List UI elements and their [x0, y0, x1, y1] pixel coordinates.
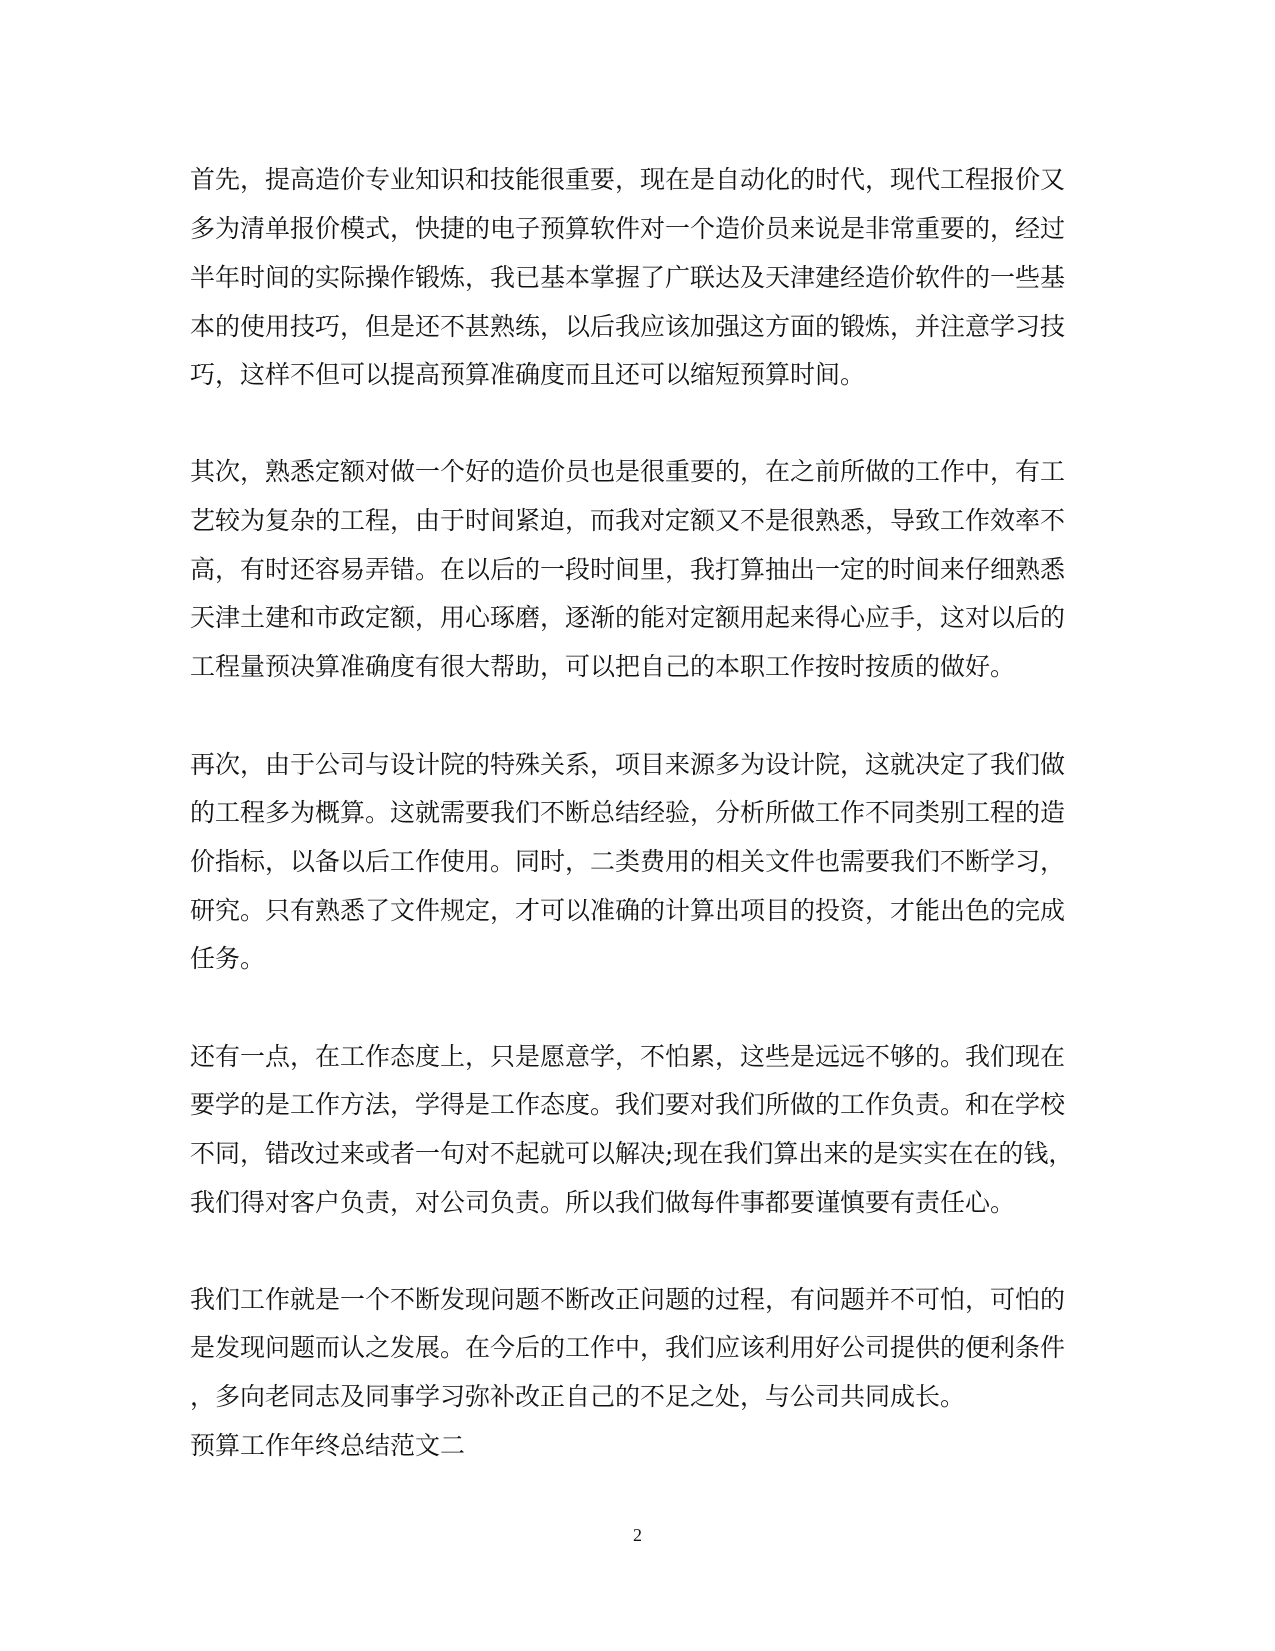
text-line: 我们得对客户负责，对公司负责。所以我们做每件事都要谨慎要有责任心。	[190, 1188, 1016, 1217]
text-line: 价指标，以备以后工作使用。同时，二类费用的相关文件也需要我们不断学习，	[190, 847, 1066, 876]
text-line: 再次，由于公司与设计院的特殊关系，项目来源多为设计院，这就决定了我们做	[190, 750, 1066, 779]
text-line: 我们工作就是一个不断发现问题不断改正问题的过程，有问题并不可怕，可怕的	[190, 1285, 1066, 1314]
text-line: 研究。只有熟悉了文件规定，才可以准确的计算出项目的投资，才能出色的完成	[190, 896, 1066, 925]
section-heading: 预算工作年终总结范文二	[190, 1431, 466, 1460]
text-line: 还有一点，在工作态度上，只是愿意学，不怕累，这些是远远不够的。我们现在	[190, 1042, 1066, 1071]
text-line: 是发现问题而认之发展。在今后的工作中，我们应该利用好公司提供的便利条件	[190, 1333, 1066, 1362]
page-number: 2	[633, 1525, 642, 1545]
text-line: 首先，提高造价专业知识和技能很重要，现在是自动化的时代，现代工程报价又	[190, 165, 1066, 194]
text-line: 的工程多为概算。这就需要我们不断总结经验，分析所做工作不同类别工程的造	[190, 798, 1066, 827]
text-line: 半年时间的实际操作锻炼，我已基本掌握了广联达及天津建经造价软件的一些基	[190, 263, 1066, 292]
text-line: ，多向老同志及同事学习弥补改正自己的不足之处，与公司共同成长。	[190, 1382, 966, 1411]
text-line: 要学的是工作方法，学得是工作态度。我们要对我们所做的工作负责。和在学校	[190, 1090, 1066, 1119]
text-line: 多为清单报价模式，快捷的电子预算软件对一个造价员来说是非常重要的，经过	[190, 214, 1066, 243]
text-line: 高，有时还容易弄错。在以后的一段时间里，我打算抽出一定的时间来仔细熟悉	[190, 555, 1066, 584]
text-line: 其次，熟悉定额对做一个好的造价员也是很重要的，在之前所做的工作中，有工	[190, 457, 1066, 486]
text-line: 艺较为复杂的工程，由于时间紧迫，而我对定额又不是很熟悉，导致工作效率不	[190, 506, 1066, 535]
text-line: 任务。	[190, 944, 266, 973]
text-line: 工程量预决算准确度有很大帮助，可以把自己的本职工作按时按质的做好。	[190, 652, 1016, 681]
text-line: 本的使用技巧，但是还不甚熟练，以后我应该加强这方面的锻炼，并注意学习技	[190, 312, 1066, 341]
text-line: 天津土建和市政定额，用心琢磨，逐渐的能对定额用起来得心应手，这对以后的	[190, 603, 1066, 632]
text-line: 不同，错改过来或者一句对不起就可以解决;现在我们算出来的是实实在在的钱，	[190, 1139, 1074, 1168]
text-line: 巧，这样不但可以提高预算准确度而且还可以缩短预算时间。	[190, 360, 866, 389]
